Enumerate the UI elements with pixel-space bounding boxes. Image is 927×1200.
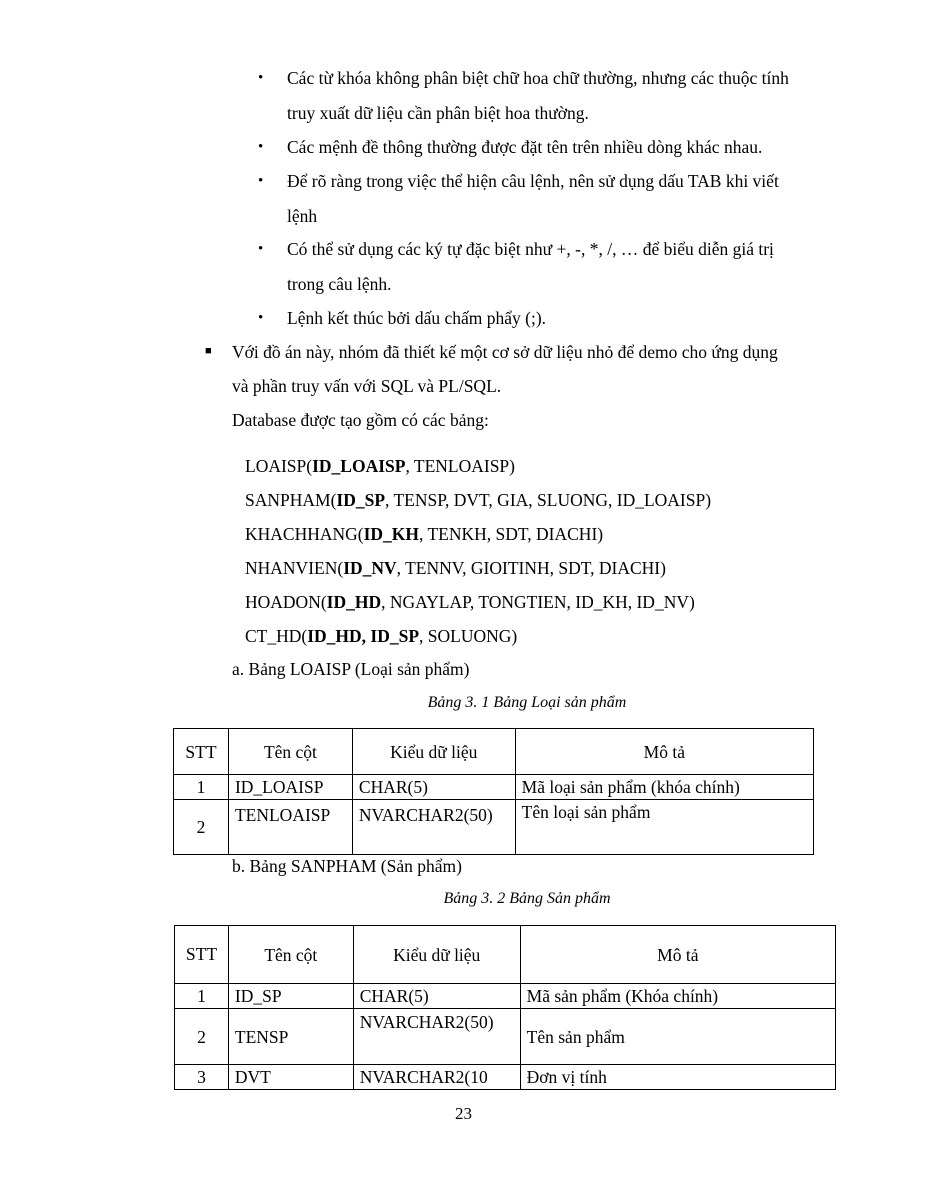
cell-data-type: NVARCHAR2(50)	[352, 800, 515, 855]
cell-data-type: NVARCHAR2(50)	[353, 1009, 520, 1065]
schema-ct-hd: CT_HD(ID_HD, ID_SP, SOLUONG)	[245, 626, 518, 646]
square-item-line-2: và phần truy vấn với SQL và PL/SQL.	[232, 376, 502, 396]
page-number: 23	[455, 1104, 472, 1123]
cell-description: Đơn vị tính	[520, 1065, 835, 1090]
bullet-3-line-2: lệnh	[287, 206, 318, 226]
cell-column-name: TENSP	[228, 1009, 353, 1065]
header-description: Mô tả	[520, 926, 835, 984]
square-item-line-1: Với đồ án này, nhóm đã thiết kế một cơ sở dữ liệu nhỏ để demo cho ứng dụng	[232, 342, 778, 362]
section-b-heading: b. Bảng SANPHAM (Sản phẩm)	[232, 856, 462, 876]
cell-column-name: DVT	[228, 1065, 353, 1090]
table-header-row	[174, 729, 814, 775]
bullet-4-line-1: Có thể sử dụng các ký tự đặc biệt như +, -, *, /, … để biểu diễn giá trị	[287, 239, 774, 259]
table-row	[175, 1065, 836, 1090]
cell-data-type: CHAR(5)	[353, 984, 520, 1009]
table-header-row	[175, 926, 836, 984]
header-column-name: Tên cột	[228, 729, 352, 775]
schema-loaisp: LOAISP(ID_LOAISP, TENLOAISP)	[245, 456, 515, 476]
table-row	[174, 775, 814, 800]
cell-stt: 3	[175, 1065, 229, 1090]
cell-description: Tên sản phẩm	[520, 1009, 835, 1065]
table-loaisp	[173, 728, 814, 855]
cell-column-name: TENLOAISP	[228, 800, 352, 855]
schema-nhanvien: NHANVIEN(ID_NV, TENNV, GIOITINH, SDT, DIACHI)	[245, 558, 666, 578]
square-bullet-icon: ■	[205, 345, 212, 357]
cell-data-type: CHAR(5)	[352, 775, 515, 800]
cell-stt: 1	[174, 775, 229, 800]
bullet-3-line-1: Để rõ ràng trong việc thể hiện câu lệnh, nên sử dụng dấu TAB khi viết	[287, 171, 779, 191]
schema-khachhang: KHACHHANG(ID_KH, TENKH, SDT, DIACHI)	[245, 524, 604, 544]
header-column-name: Tên cột	[228, 926, 353, 984]
bullet-4-line-2: trong câu lệnh.	[287, 274, 392, 294]
header-data-type: Kiểu dữ liệu	[353, 926, 520, 984]
schema-sanpham: SANPHAM(ID_SP, TENSP, DVT, GIA, SLUONG, ID_LOAISP)	[245, 490, 712, 510]
header-stt: STT	[174, 729, 229, 775]
bullet-dot-icon: •	[258, 70, 264, 86]
table-row	[175, 1009, 836, 1065]
table-row	[175, 984, 836, 1009]
cell-column-name: ID_SP	[228, 984, 353, 1009]
cell-stt: 1	[175, 984, 229, 1009]
table-2-caption: Bảng 3. 2 Bảng Sản phẩm	[443, 890, 611, 907]
bullet-2-line-1: Các mệnh đề thông thường được đặt tên trên nhiều dòng khác nhau.	[287, 137, 763, 157]
db-intro: Database được tạo gồm có các bảng:	[232, 410, 489, 430]
table-1-caption: Bảng 3. 1 Bảng Loại sản phẩm	[427, 694, 627, 711]
table-sanpham	[174, 925, 836, 1090]
cell-data-type: NVARCHAR2(10	[353, 1065, 520, 1090]
cell-stt: 2	[175, 1009, 229, 1065]
bullet-dot-icon: •	[258, 173, 264, 189]
section-a-heading: a. Bảng LOAISP (Loại sản phẩm)	[232, 659, 470, 679]
bullet-5-line-1: Lệnh kết thúc bởi dấu chấm phẩy (;).	[287, 308, 547, 328]
cell-description: Mã loại sản phẩm (khóa chính)	[515, 775, 813, 800]
table-row	[174, 800, 814, 855]
header-data-type: Kiểu dữ liệu	[352, 729, 515, 775]
header-description: Mô tả	[515, 729, 813, 775]
cell-description: Mã sản phẩm (Khóa chính)	[520, 984, 835, 1009]
bullet-dot-icon: •	[258, 310, 264, 326]
schema-hoadon: HOADON(ID_HD, NGAYLAP, TONGTIEN, ID_KH, ID_NV)	[245, 592, 695, 612]
cell-description: Tên loại sản phẩm	[515, 800, 813, 855]
bullet-dot-icon: •	[258, 139, 264, 155]
cell-stt: 2	[174, 800, 229, 855]
cell-column-name: ID_LOAISP	[228, 775, 352, 800]
bullet-dot-icon: •	[258, 241, 264, 257]
bullet-1-line-2: truy xuất dữ liệu cần phân biệt hoa thường.	[287, 103, 589, 123]
header-stt: STT	[175, 926, 229, 984]
bullet-1-line-1: Các từ khóa không phân biệt chữ hoa chữ thường, nhưng các thuộc tính	[287, 68, 789, 88]
